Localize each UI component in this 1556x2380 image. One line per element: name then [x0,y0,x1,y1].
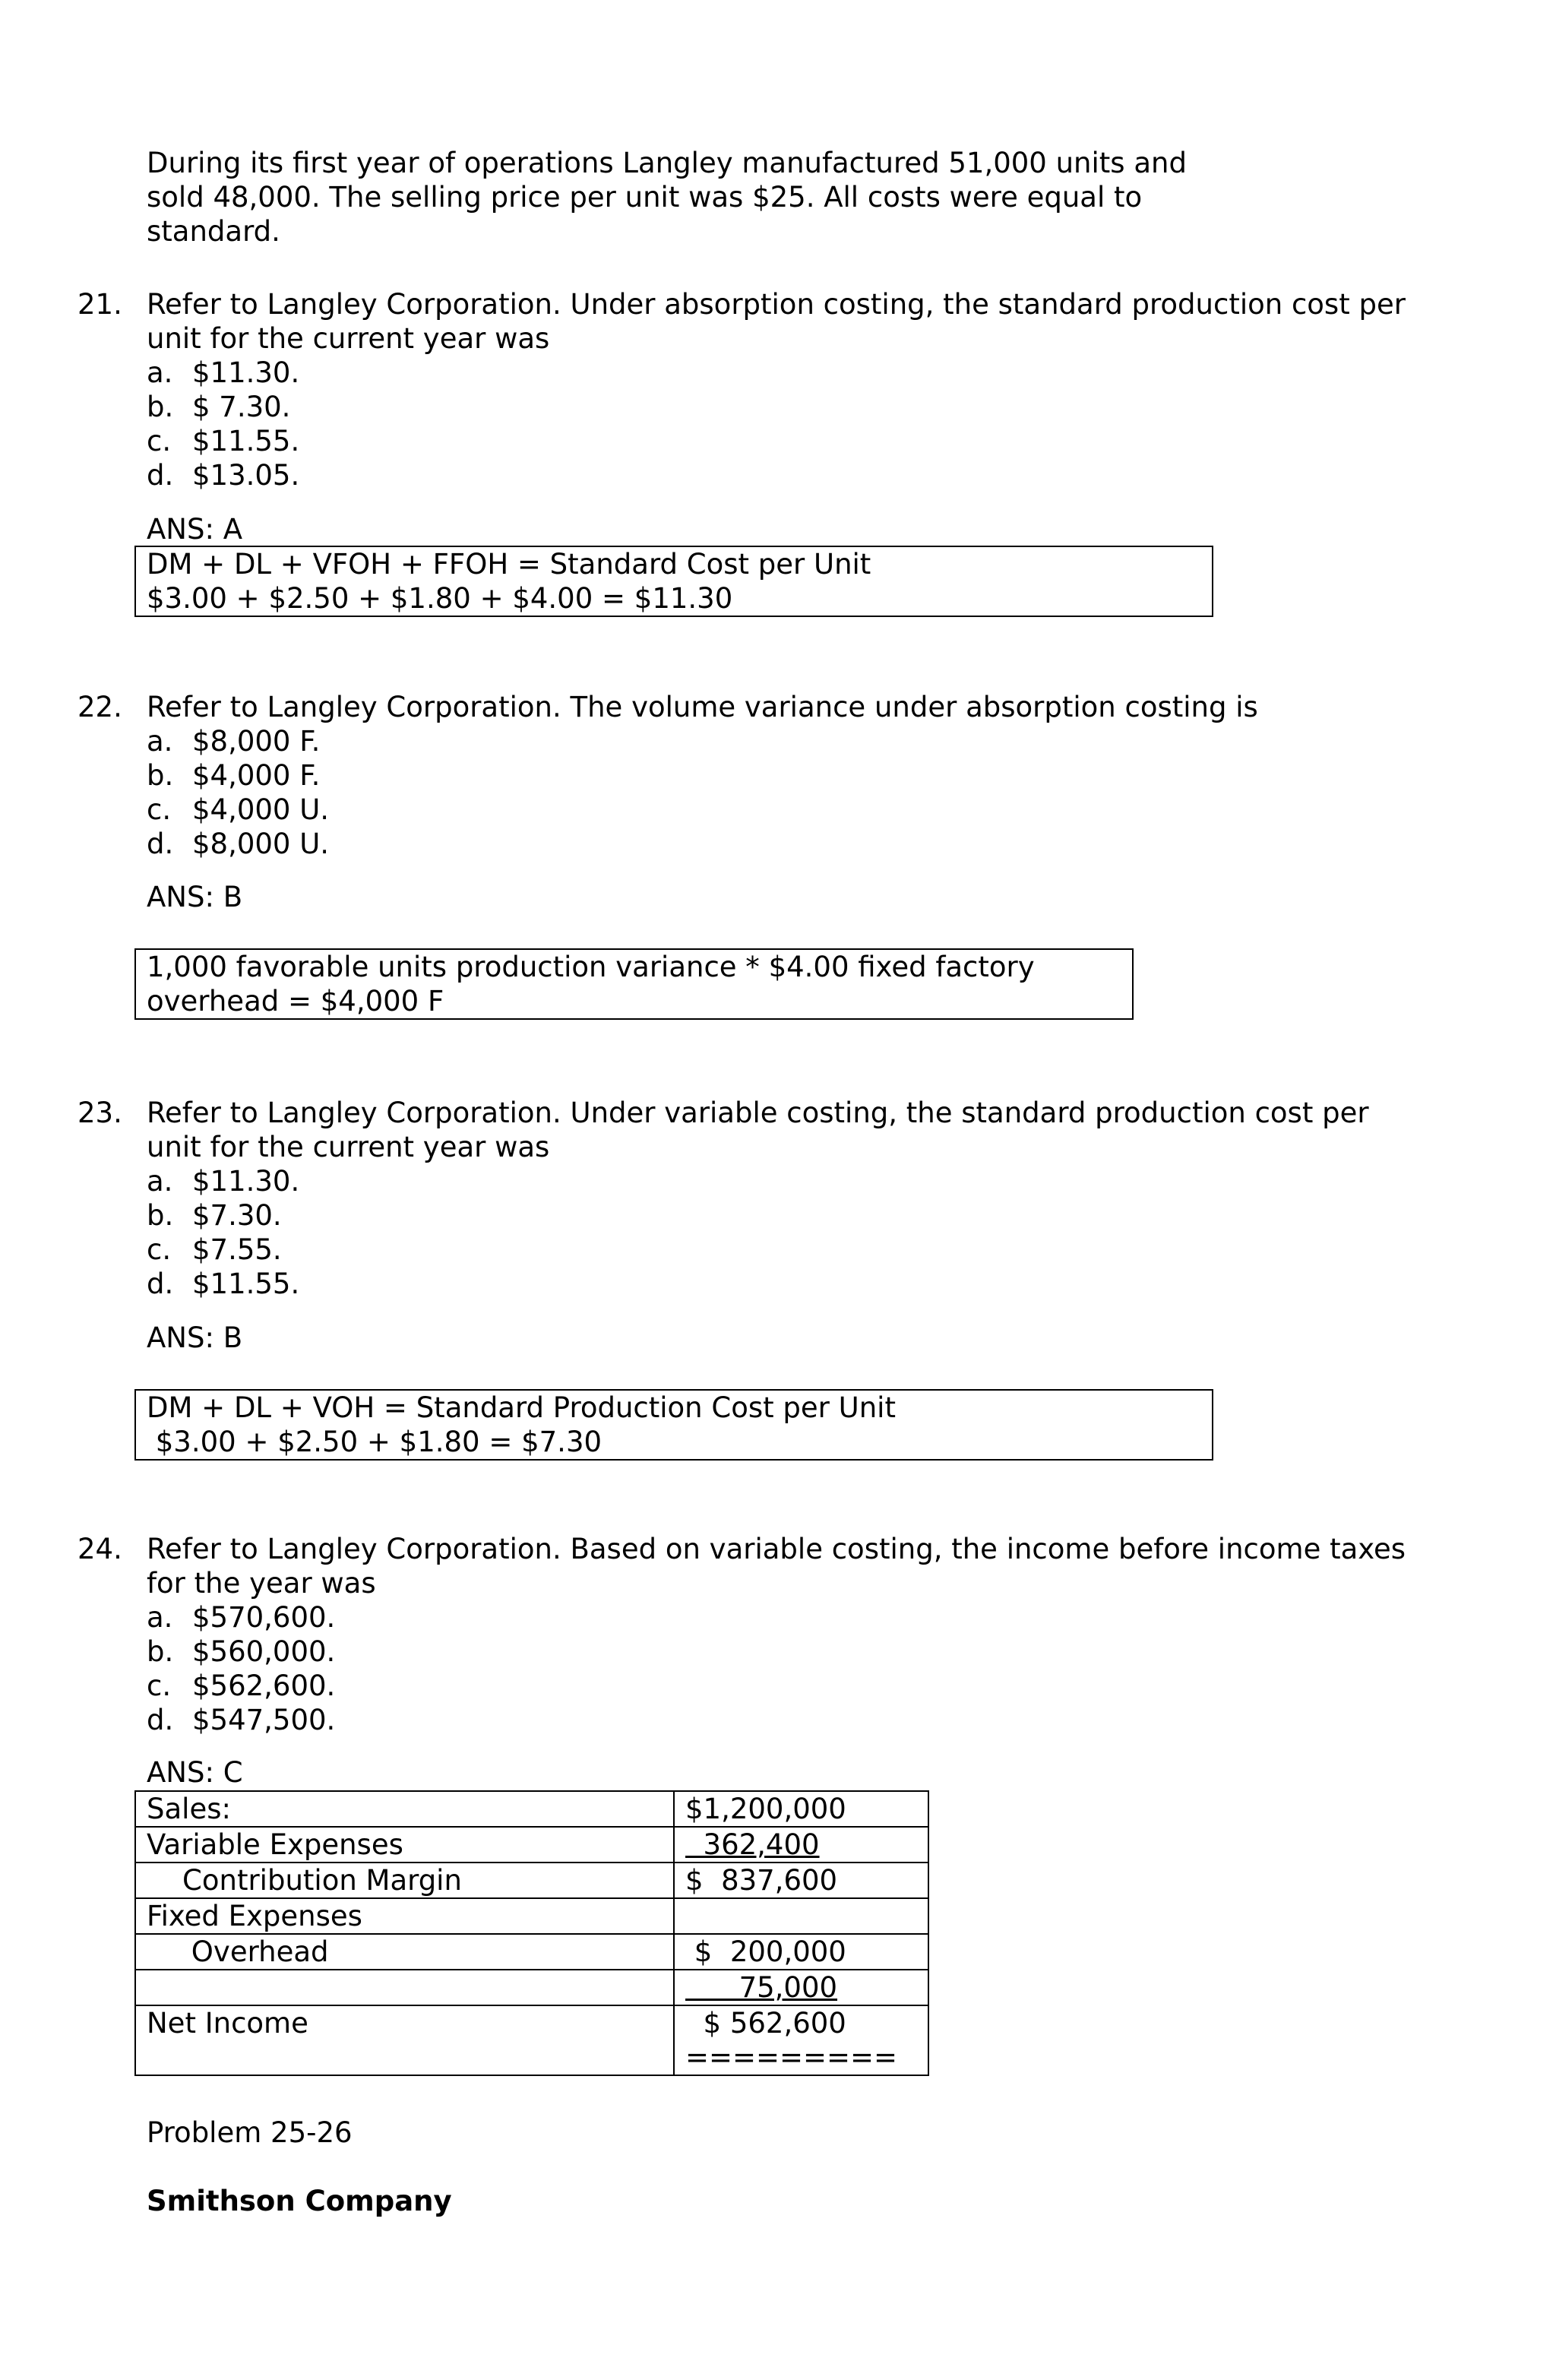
row-value: 362,400 [674,1827,928,1863]
row-value: $ 562,600 ========= [674,2005,928,2075]
question-22 [147,690,1453,861]
row-value [674,1898,928,1934]
solution-box [134,948,1134,1020]
row-value: $ 200,000 [674,1934,928,1970]
intro-paragraph [147,146,1453,248]
table-row [135,1791,928,1827]
option-d: d. $11.55. [147,1268,300,1300]
question-number: 23. [77,1097,122,1129]
solution-line: DM + DL + VFOH + FFOH = Standard Cost per Unit [147,548,871,581]
question-stem: unit for the current year was [147,322,550,355]
answer-label: ANS: C [147,1756,243,1789]
table-row [135,1863,928,1898]
intro-line: standard. [147,215,280,248]
row-label: Net Income [135,2005,674,2075]
option-a: a. $570,600. [147,1601,336,1634]
question-number: 21. [77,288,122,321]
option-c: c. $11.55. [147,425,300,457]
question-stem: Refer to Langley Corporation. The volume variance under absorption costing is [147,691,1258,723]
income-statement-table [134,1790,929,2076]
row-value: 75,000 [674,1970,928,2005]
question-stem: Refer to Langley Corporation. Based on variable costing, the income before income taxes [147,1533,1406,1565]
option-c: c. $4,000 U. [147,793,330,826]
solution-box [134,1389,1213,1461]
row-label: Fixed Expenses [135,1898,674,1934]
option-d: d. $13.05. [147,459,300,492]
question-21 [147,287,1453,492]
question-stem: Refer to Langley Corporation. Under variable costing, the standard production cost per [147,1097,1369,1129]
intro-line: During its first year of operations Langley manufactured 51,000 units and [147,147,1187,179]
answer-label: ANS: B [147,1321,243,1354]
solution-line: $3.00 + $2.50 + $1.80 = $7.30 [147,1426,602,1458]
answer-label: ANS: A [147,513,243,546]
table-row [135,2005,928,2075]
row-value: $ 837,600 [674,1863,928,1898]
row-label: Sales: [135,1791,674,1827]
table-row [135,1970,928,2005]
question-stem: unit for the current year was [147,1131,550,1163]
solution-line: 1,000 favorable units production variance * $4.00 fixed factory [147,951,1035,983]
option-b: b. $560,000. [147,1635,336,1668]
row-value: $1,200,000 [674,1791,928,1827]
table-row [135,1827,928,1863]
option-a: a. $8,000 F. [147,725,321,758]
answer-label: ANS: B [147,881,243,913]
table-row [135,1898,928,1934]
intro-line: sold 48,000. The selling price per unit was $25. All costs were equal to [147,181,1143,214]
question-stem: for the year was [147,1567,376,1600]
option-a: a. $11.30. [147,1165,300,1198]
option-b: b. $7.30. [147,1199,282,1232]
option-b: b. $ 7.30. [147,391,291,423]
option-c: c. $562,600. [147,1669,336,1702]
solution-box [134,546,1213,617]
solution-line: DM + DL + VOH = Standard Production Cost per Unit [147,1391,896,1424]
option-b: b. $4,000 F. [147,759,321,792]
question-number: 24. [77,1533,122,1565]
question-23 [147,1096,1453,1301]
option-c: c. $7.55. [147,1233,282,1266]
company-heading: Smithson Company [147,2185,452,2217]
row-label [135,1970,674,2005]
problem-label: Problem 25-26 [147,2116,353,2149]
row-label: Contribution Margin [135,1863,674,1898]
question-stem: Refer to Langley Corporation. Under absorption costing, the standard production cost per [147,288,1406,321]
row-label: Overhead [135,1934,674,1970]
table-row [135,1934,928,1970]
row-label: Variable Expenses [135,1827,674,1863]
option-a: a. $11.30. [147,356,300,389]
question-number: 22. [77,691,122,723]
option-d: d. $547,500. [147,1704,336,1736]
solution-line: overhead = $4,000 F [147,985,444,1018]
question-24 [147,1532,1453,1737]
solution-line: $3.00 + $2.50 + $1.80 + $4.00 = $11.30 [147,582,733,615]
option-d: d. $8,000 U. [147,828,330,860]
